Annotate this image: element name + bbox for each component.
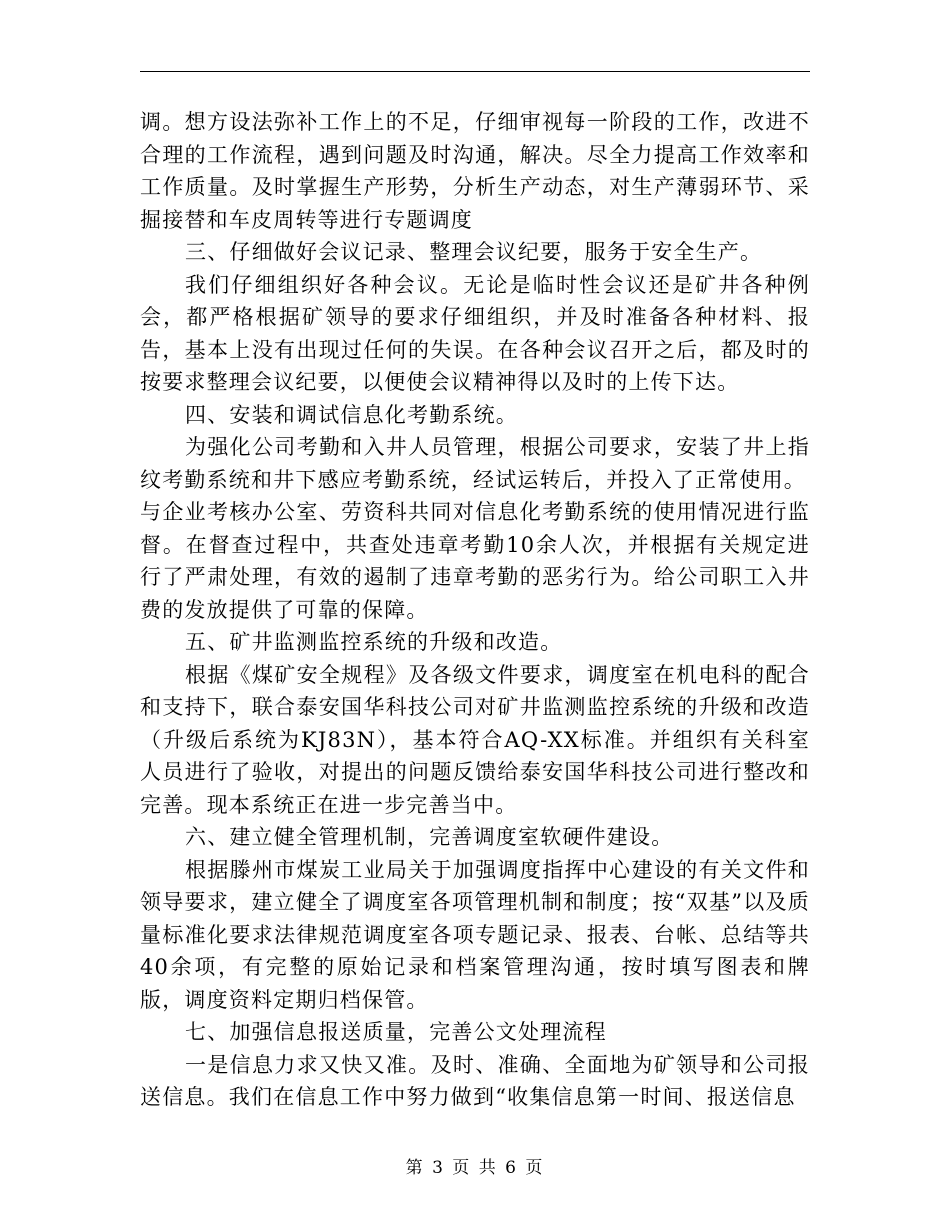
section-heading-3: 三、仔细做好会议记录、整理会议纪要，服务于安全生产。 xyxy=(185,240,763,264)
paragraph-attendance-supervision: 与企业考核办公室、劳资科共同对信息化考勤系统的使用情况进行监督。在督查过程中，共查处违章考勤10余人次，并根据有关规定进行了严肃处理，有效的遏制了违章考勤的恶劣行为。给公司职工入井费的发放提供了可靠的保障。 xyxy=(140,500,810,622)
paragraph-management-mechanism: 根据滕州市煤炭工业局关于加强调度指挥中心建设的有关文件和领导要求，建立健全了调度室各项管理机制和制度；按“双基”以及质量标准化要求法律规范调度室各项专题记录、报表、台帐、总结等共40余项，有完整的原始记录和档案管理沟通，按时填写图表和牌版，调度资料定期归档保管。 xyxy=(140,857,810,1012)
section-heading-6: 六、建立健全管理机制，完善调度室软硬件建设。 xyxy=(185,825,674,849)
paragraph-continuation: 调。想方设法弥补工作上的不足，仔细审视每一阶段的工作，改进不合理的工作流程，遇到问题及时沟通，解决。尽全力提高工作效率和工作质量。及时掌握生产形势，分析生产动态，对生产薄弱环节、采掘接替和车皮周转等进行专题调度 xyxy=(140,110,810,232)
paragraph-attendance-install: 为强化公司考勤和入井人员管理，根据公司要求，安装了井上指纹考勤系统和井下感应考勤系统，经试运转后，并投入了正常使用。 xyxy=(140,435,810,492)
document-body xyxy=(140,106,810,1114)
page-number-footer: 第 3 页 共 6 页 xyxy=(405,1158,545,1178)
paragraph-monitoring-upgrade: 根据《煤矿安全规程》及各级文件要求，调度室在机电科的配合和支持下，联合泰安国华科技公司对矿井监测监控系统的升级和改造（升级后系统为KJ83N），基本符合AQ-XX标准。并组织有关科室人员进行了验收，对提出的问题反馈给泰安国华科技公司进行整改和完善。现本系统正在进一步完善当中。 xyxy=(140,662,810,817)
paragraph-meetings: 我们仔细组织好各种会议。无论是临时性会议还是矿井各种例会，都严格根据矿领导的要求仔细组织，并及时准备各种材料、报告，基本上没有出现过任何的失误。在各种会议召开之后，都及时的按要求整理会议纪要，以便使会议精神得以及时的上传下达。 xyxy=(140,272,810,394)
section-heading-7: 七、加强信息报送质量，完善公文处理流程 xyxy=(185,1020,607,1044)
section-heading-5: 五、矿井监测监控系统的升级和改造。 xyxy=(185,630,563,654)
section-heading-4: 四、安装和调试信息化考勤系统。 xyxy=(185,402,518,427)
header-rule xyxy=(140,71,810,72)
paragraph-information-reporting: 一是信息力求又快又准。及时、准确、全面地为矿领导和公司报送信息。我们在信息工作中努力做到“收集信息第一时间、报送信息 xyxy=(140,1052,810,1109)
